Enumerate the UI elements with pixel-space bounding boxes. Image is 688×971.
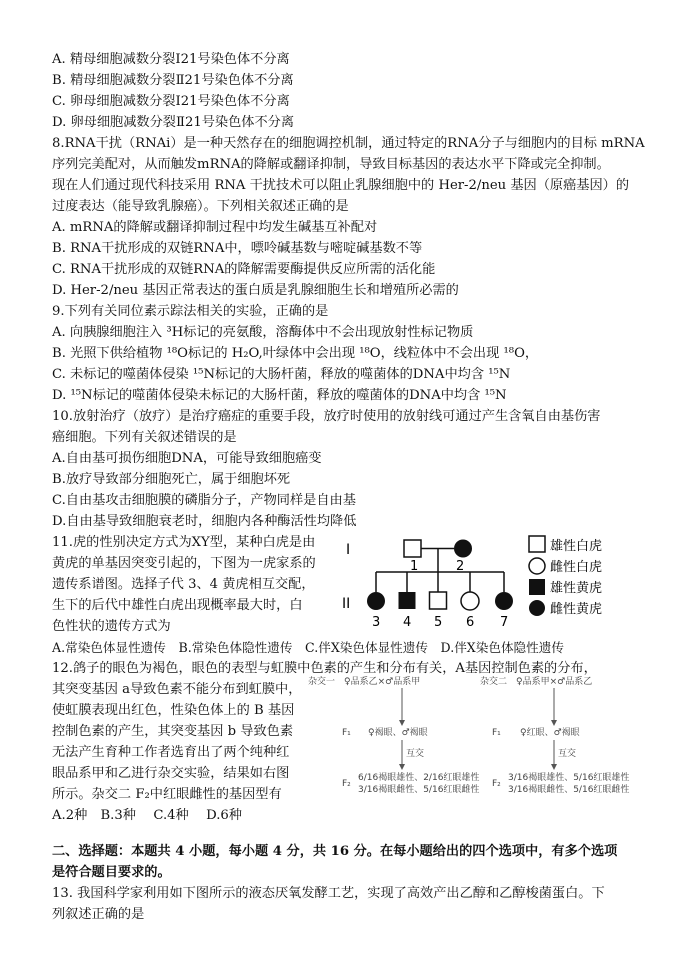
cross1-f1: ♀褐眼、♂褐眼 xyxy=(368,728,428,738)
legend-label: 雄性黄虎 xyxy=(550,581,603,596)
mating-label: 互交 xyxy=(558,749,577,759)
legend-yellow-male-icon xyxy=(529,579,545,595)
q12-stem-line: 控制色素的产生，其突变基因 b 导致色素 xyxy=(52,724,294,739)
q12-stem-line: 使虹膜表现出红色，性染色体上的 B 基因 xyxy=(52,703,295,718)
cross2-f2-line: 3/16褐眼雌性、5/16红眼雌性 xyxy=(508,785,630,795)
f2-label: F₂ xyxy=(342,779,351,789)
individual-number: 5 xyxy=(434,615,443,630)
generation-2-label: II xyxy=(342,596,351,612)
q11-stem-line: 11.虎的性别决定方式为XY型，某种白虎是由 xyxy=(52,535,316,550)
f1-label: F₁ xyxy=(342,728,351,738)
legend-yellow-female-icon xyxy=(529,600,545,616)
individual-2-yellow-female xyxy=(454,540,472,558)
q12-stem-line: 其突变基因 a导致色素不能分布到虹膜中， xyxy=(52,682,302,697)
q12-stem-line: 所示。杂交二 F₂中红眼雌性的基因型有 xyxy=(52,787,282,802)
q8-stem-line: 现在人们通过现代科技采用 RNA 干扰技术可以阻止乳腺细胞中的 Her-2/neu 基因（原癌基因）的 xyxy=(52,178,630,193)
individual-number: 2 xyxy=(456,559,465,574)
legend-label: 雄性白虎 xyxy=(550,539,603,554)
q7-option-d: D. 卵母细胞减数分裂Ⅱ21号染色体不分离 xyxy=(52,115,295,130)
cross2-f1: ♀红眼、♂褐眼 xyxy=(520,728,580,738)
q13-stem-line: 列叙述正确的是 xyxy=(52,907,145,922)
q9-option-c: C. 未标记的噬菌体侵染 ¹⁵N标记的大肠杆菌，释放的噬菌体的DNA中均含 ¹⁵N xyxy=(52,367,511,382)
arrow-head xyxy=(399,720,405,726)
pedigree-chart xyxy=(340,534,630,634)
legend-label: 雌性黄虎 xyxy=(550,602,603,617)
cross1-f2-line: 6/16褐眼雄性、2/16红眼雄性 xyxy=(358,773,480,783)
q8-stem-line: 8.RNA干扰（RNAi）是一种天然存在的细胞调控机制，通过特定的RNA分子与细胞内的目标 mRNA xyxy=(52,136,645,151)
arrow-head xyxy=(399,764,405,770)
legend-white-male-icon xyxy=(529,536,545,552)
q12-options: A.2种 B.3种 C.4种 D.6种 xyxy=(52,808,242,823)
arrow-head xyxy=(551,720,557,726)
individual-4-yellow-male xyxy=(399,592,416,609)
q10-option-c: C.自由基攻击细胞膜的磷脂分子，产物同样是自由基 xyxy=(52,493,356,508)
q10-option-a: A.自由基可损伤细胞DNA，可能导致细胞癌变 xyxy=(52,451,322,466)
arrow-head xyxy=(551,764,557,770)
cross2-f2-line: 3/16褐眼雄性、5/16红眼雄性 xyxy=(508,773,630,783)
f1-label: F₁ xyxy=(492,728,501,738)
q12-stem-line: 12.鸽子的眼色为褐色，眼色的表型与虹膜中色素的产生和分布有关，A基因控制色素的分布， xyxy=(52,661,597,676)
q7-option-b: B. 精母细胞减数分裂Ⅱ21号染色体不分离 xyxy=(52,73,294,88)
individual-1-white-male xyxy=(404,540,421,557)
q10-stem-line: 癌细胞。下列有关叙述错误的是 xyxy=(52,430,237,445)
q11-stem-line: 色性状的遗传方式为 xyxy=(52,619,171,634)
q8-stem-line: 序列完美配对，从而触发mRNA的降解或翻译抑制，导致目标基因的表达水平下降或完全抑制。 xyxy=(52,157,610,172)
q12-stem-line: 眼品系甲和乙进行杂交实验，结果如右图 xyxy=(52,766,290,781)
section2-heading: 是符合题目要求的。 xyxy=(52,865,171,880)
individual-number: 1 xyxy=(410,559,419,574)
individual-number: 3 xyxy=(372,615,381,630)
q10-stem-line: 10.放射治疗（放疗）是治疗癌症的重要手段，放疗时使用的放射线可通过产生含氧自由基伤害 xyxy=(52,409,601,424)
q9-stem: 9.下列有关同位素示踪法相关的实验，正确的是 xyxy=(52,304,329,319)
legend-label: 雌性白虎 xyxy=(550,560,603,575)
individual-6-white-female xyxy=(461,592,479,610)
individual-number: 6 xyxy=(466,615,475,630)
q9-option-a: A. 向胰腺细胞注入 ³H标记的亮氨酸，溶酶体中不会出现放射性标记物质 xyxy=(52,325,474,340)
cross1-f2-line: 3/16褐眼雌性、5/16红眼雌性 xyxy=(358,785,480,795)
q8-option-c: C. RNA干扰形成的双链RNA的降解需要酶提供反应所需的活化能 xyxy=(52,262,436,277)
q8-option-a: A. mRNA的降解或翻译抑制过程中均发生碱基互补配对 xyxy=(52,220,378,235)
individual-5-white-male xyxy=(430,592,447,609)
q7-option-c: C. 卵母细胞减数分裂Ⅰ21号染色体不分离 xyxy=(52,94,290,109)
cross2-title: 杂交二 ♀品系甲×♂品系乙 xyxy=(480,677,593,687)
q11-stem-line: 遗传系谱图。选择子代 3、4 黄虎相互交配， xyxy=(52,577,315,592)
individual-7-yellow-female xyxy=(495,592,513,610)
q9-option-b: B. 光照下供给植物 ¹⁸O标记的 H₂O,叶绿体中会出现 ¹⁸O，线粒体中不会出现 ¹⁸O， xyxy=(52,346,539,361)
f2-label: F₂ xyxy=(492,779,501,789)
individual-3-yellow-female xyxy=(367,592,385,610)
q8-stem-line: 过度表达（能导致乳腺癌）。下列相关叙述正确的是 xyxy=(52,199,349,214)
q13-stem-line: 13. 我国科学家利用如下图所示的液态厌氧发酵工艺，实现了高效产出乙醇和乙醇梭菌蛋白。下 xyxy=(52,886,605,901)
generation-1-label: I xyxy=(346,542,351,558)
cross-diagram xyxy=(304,672,654,800)
section2-heading: 二、选择题：本题共 4 小题，每小题 4 分，共 16 分。在每小题给出的四个选项中，有多个选项 xyxy=(52,844,618,859)
q8-option-d: D. Her-2/neu 基因正常表达的蛋白质是乳腺细胞生长和增殖所必需的 xyxy=(52,283,459,298)
q11-stem-line: 生下的后代中雄性白虎出现概率最大时，白 xyxy=(52,598,303,613)
individual-number: 7 xyxy=(500,615,509,630)
q11-stem-line: 黄虎的单基因突变引起的，下图为一虎家系的 xyxy=(52,556,316,571)
q10-option-b: B.放疗导致部分细胞死亡，属于细胞坏死 xyxy=(52,472,291,487)
mating-label: 互交 xyxy=(406,749,425,759)
q12-stem-line: 无法产生育种工作者选育出了两个纯种红 xyxy=(52,745,290,760)
individual-number: 4 xyxy=(403,615,412,630)
cross1-title: 杂交一 ♀品系乙×♂品系甲 xyxy=(308,677,421,687)
q7-option-a: A. 精母细胞减数分裂Ⅰ21号染色体不分离 xyxy=(52,52,290,67)
q9-option-d: D. ¹⁵N标记的噬菌体侵染未标记的大肠杆菌，释放的噬菌体的DNA中均含 ¹⁵N xyxy=(52,388,507,403)
legend-white-female-icon xyxy=(529,558,545,574)
q8-option-b: B. RNA干扰形成的双链RNA中，嘌呤碱基数与嘧啶碱基数不等 xyxy=(52,241,423,256)
q11-options: A.常染色体显性遗传 B.常染色体隐性遗传 C.伴X染色体显性遗传 D.伴X染色体隐性遗传 xyxy=(52,640,564,655)
q10-option-d: D.自由基导致细胞衰老时，细胞内各种酶活性均降低 xyxy=(52,514,357,529)
